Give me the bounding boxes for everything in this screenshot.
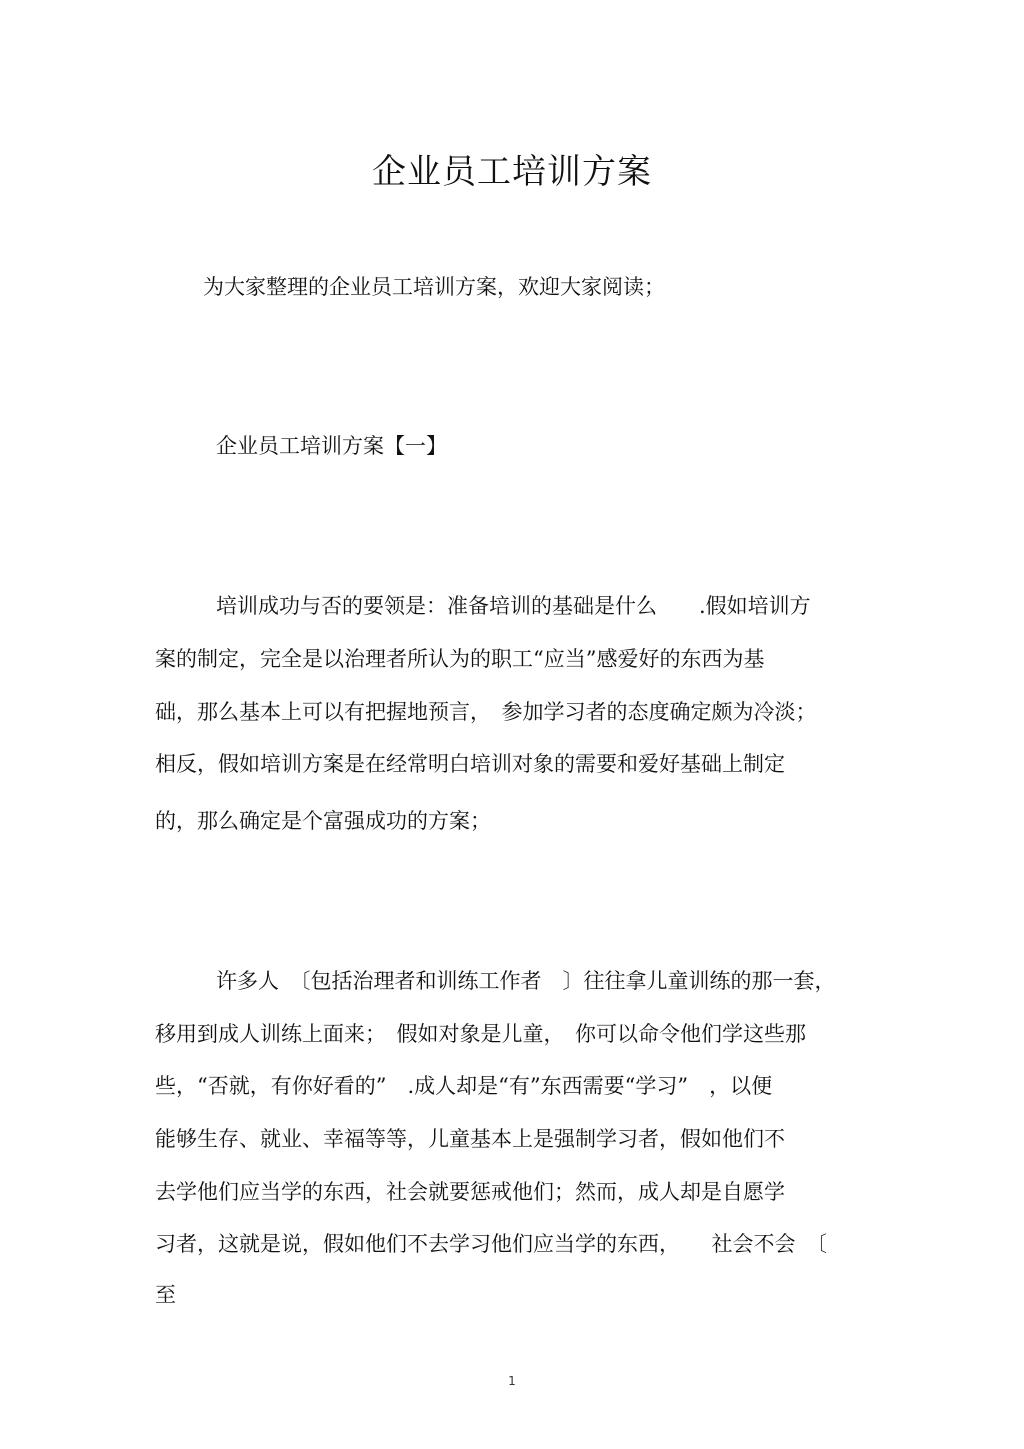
paragraph1-line4: 相反，假如培训方案是在经常明白培训对象的需要和爱好基础上制定 bbox=[155, 752, 785, 776]
paragraph1-line5: 的，那么确定是个富强成功的方案； bbox=[155, 809, 491, 833]
paragraph2-line4: 能够生存、就业、幸福等等，儿童基本上是强制学习者，假如他们不 bbox=[155, 1127, 785, 1151]
paragraph2-line5: 去学他们应当学的东西，社会就要惩戒他们；然而，成人却是自愿学 bbox=[155, 1180, 785, 1204]
paragraph2-line2: 移用到成人训练上面来； 假如对象是儿童， 你可以命令他们学这些那 bbox=[155, 1022, 806, 1046]
section-heading: 企业员工培训方案【一】 bbox=[216, 434, 447, 458]
paragraph1-line2: 案的制定，完全是以治理者所认为的职工“应当”感爱好的东西为基 bbox=[155, 647, 765, 671]
paragraph2-line1: 许多人 〔包括治理者和训练工作者 〕往往拿儿童训练的那一套， bbox=[216, 969, 836, 993]
paragraph1-line3: 础，那么基本上可以有把握地预言， 参加学习者的态度确定颇为冷淡； bbox=[155, 700, 817, 724]
paragraph2-line6: 习者，这就是说，假如他们不去学习他们应当学的东西， 社会不会 〔 bbox=[155, 1232, 827, 1256]
document-title: 企业员工培训方案 bbox=[372, 152, 652, 192]
paragraph2-line3: 些，“否就，有你好看的” .成人却是“有”东西需要“学习” ，以便 bbox=[155, 1074, 773, 1098]
page-number: 1 bbox=[508, 1374, 516, 1388]
paragraph2-line7: 至 bbox=[155, 1283, 176, 1307]
paragraph1-line1: 培训成功与否的要领是：准备培训的基础是什么 .假如培训方 bbox=[216, 594, 811, 618]
intro-text: 为大家整理的企业员工培训方案，欢迎大家阅读； bbox=[203, 275, 665, 299]
